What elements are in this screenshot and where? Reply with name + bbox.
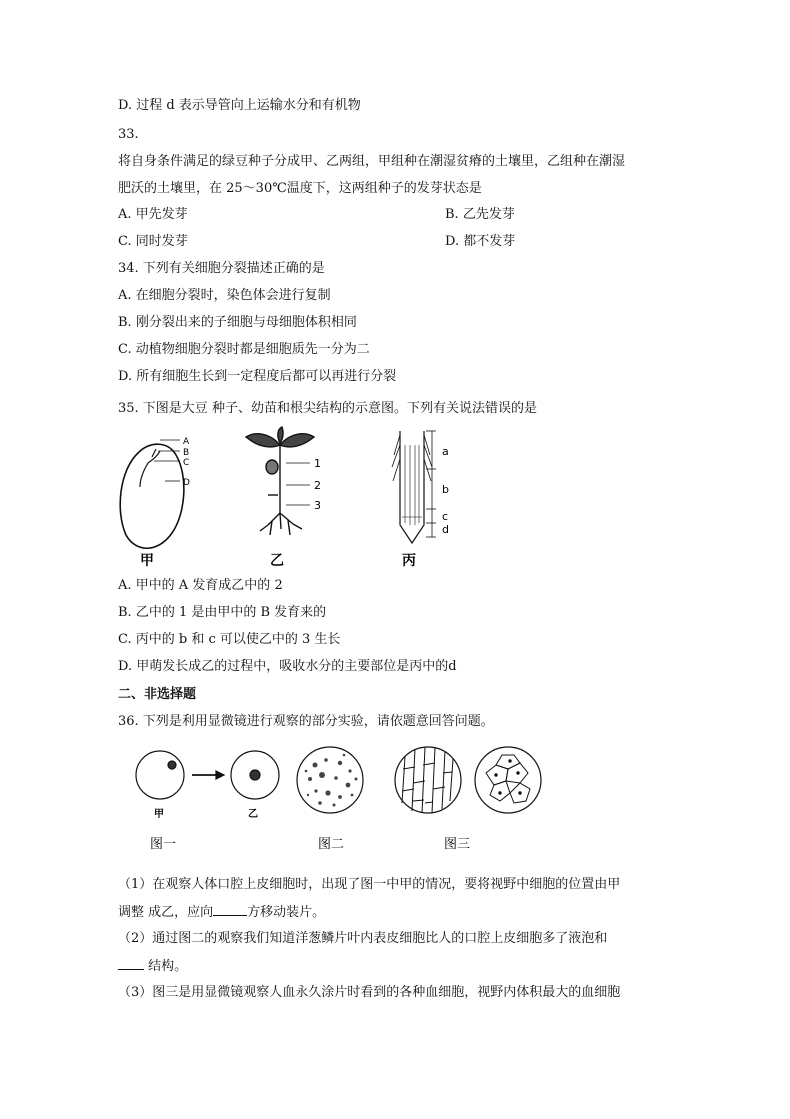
seedling-label-2: 2 [314,479,321,492]
caption-jia: 甲 [140,553,154,569]
q33-stem-line1: 将自身条件满足的绿豆种子分成甲、乙两组，甲组种在潮湿贫瘠的土壤里，乙组种在潮湿 [118,154,626,169]
figure1-microscope-views [136,751,279,799]
q32-option-d: D. 过程 d 表示导管向上运输水分和有机物 [118,98,361,113]
seed-label-a: A [183,437,190,447]
q36-figure [130,745,550,860]
q36-part1-text-post: 方移动装片。 [247,905,326,920]
q34-option-d: D. 所有细胞生长到一定程度后都可以再进行分裂 [118,369,397,384]
q34-option-c: C. 动植物细胞分裂时都是细胞质先一分为二 [118,342,370,357]
seed-label-d: D [183,478,190,488]
answer-blank-1[interactable] [213,903,247,916]
root-tip-diagram [392,431,436,543]
q36-part2-text-post: 结构。 [144,959,188,974]
figure2-cheek-cells [297,747,363,813]
seed-label-b: B [183,448,190,458]
q33-option-b: B. 乙先发芽 [445,207,515,222]
figure-caption-3: 图三 [444,837,471,852]
q35-option-b: B. 乙中的 1 是由甲中的 B 发育来的 [118,605,327,620]
figure1-label-jia: 甲 [154,809,164,820]
root-label-b: b [442,483,449,496]
seed-diagram [120,440,184,548]
seedling-diagram [246,427,314,535]
seed-label-c: C [183,458,190,468]
root-label-d: d [442,523,449,536]
figure3-blood-cells [475,747,541,813]
caption-yi: 乙 [270,553,284,569]
q33-stem-line2: 肥沃的土壤里，在 25～30℃温度下，这两组种子的发芽状态是 [118,181,482,196]
q33-number: 33. [118,127,139,142]
q35-figure [110,425,480,570]
q36-part2-line2 [118,957,187,976]
q36-part1-text-pre: 调整 成乙，应向 [118,905,214,920]
figure3-onion-cells [395,747,461,813]
q33-option-a: A. 甲先发芽 [118,207,188,222]
section-title: 二、非选择题 [118,687,197,702]
q34-option-b: B. 刚分裂出来的子细胞与母细胞体积相同 [118,315,357,330]
q36-stem: 36. 下列是利用显微镜进行观察的部分实验，请依题意回答问题。 [118,714,494,729]
figure-caption-2: 图二 [318,837,345,852]
seedling-label-1: 1 [314,457,321,470]
q34-stem: 34. 下列有关细胞分裂描述正确的是 [118,261,325,276]
root-label-c: c [442,510,449,523]
caption-bing: 丙 [402,553,416,569]
root-label-a: a [442,445,449,458]
q36-part2-line1: （2）通过图二的观察我们知道洋葱鳞片叶内表皮细胞比人的口腔上皮细胞多了液泡和 [118,931,608,946]
q33-option-c: C. 同时发芽 [118,234,188,249]
q35-option-a: A. 甲中的 A 发育成乙中的 2 [118,578,283,593]
figure-caption-1: 图一 [150,837,177,852]
q36-part3-line1: （3）图三是用显微镜观察人血永久涂片时看到的各种血细胞，视野内体积最大的血细胞 [118,985,621,1000]
q35-option-d: D. 甲萌发长成乙的过程中，吸收水分的主要部位是丙中的d [118,659,457,674]
answer-blank-2[interactable] [118,957,144,970]
q33-option-d: D. 都不发芽 [445,234,516,249]
q35-option-c: C. 丙中的 b 和 c 可以使乙中的 3 生长 [118,632,341,647]
seedling-label-3: 3 [314,499,321,512]
q35-stem: 35. 下图是大豆 种子、幼苗和根尖结构的示意图。下列有关说法错误的是 [118,401,537,416]
q36-part1-line2 [118,903,325,922]
figure1-label-yi: 乙 [248,809,258,820]
q34-option-a: A. 在细胞分裂时，染色体会进行复制 [118,288,331,303]
q36-part1-line1: （1）在观察人体口腔上皮细胞时，出现了图一中甲的情况，要将视野中细胞的位置由甲 [118,877,621,892]
